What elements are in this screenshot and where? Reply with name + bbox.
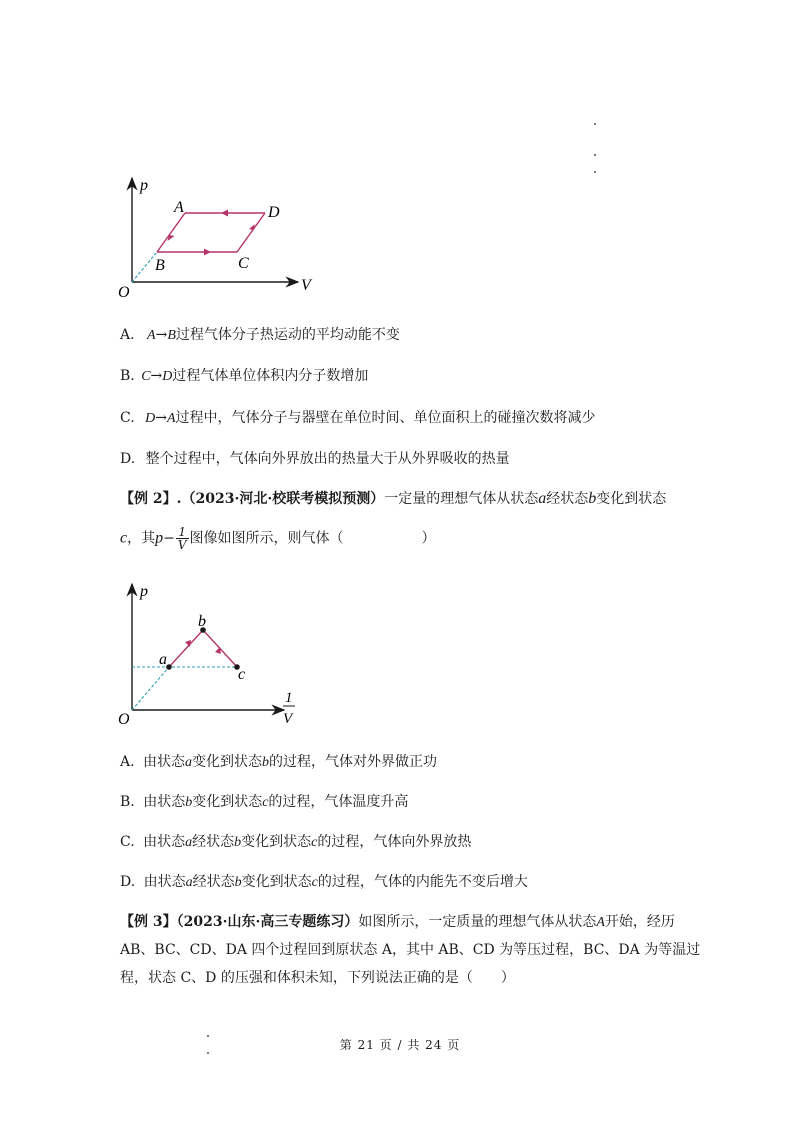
q2-option-d[interactable] (120, 872, 528, 893)
point-label-c: C (238, 255, 249, 272)
figure-1-pv-diagram (112, 170, 322, 300)
option-text: 变化到状态 (241, 834, 312, 850)
var-p: p (155, 529, 164, 547)
page-footer: 第 21 页 / 共 24 页 (339, 1038, 461, 1052)
x-axis-numerator: 1 (285, 690, 293, 706)
option-prefix: A. (120, 754, 135, 770)
arrow-da (221, 210, 228, 217)
p-axis-label: p (140, 177, 148, 194)
v-axis-label: V (301, 277, 311, 294)
q1-option-b[interactable] (120, 366, 368, 387)
p-axis-label: p (140, 583, 148, 600)
var: c (262, 795, 269, 810)
var: c (311, 875, 318, 890)
var: a (185, 835, 193, 850)
option-prefix: B. (120, 794, 135, 810)
point-a (166, 664, 172, 670)
option-prefix: C. (120, 834, 135, 850)
option-text: 变化到状态 (192, 794, 263, 810)
example-source: （2023·山东·高三专题练习） (176, 914, 359, 930)
var-b: b (588, 490, 597, 507)
example-tag: 【例 2】. (120, 491, 182, 507)
fraction-1-over-v (176, 526, 189, 551)
arrow-bc (215, 647, 221, 654)
option-text: 由状态 (143, 754, 186, 770)
var-c: c (120, 529, 128, 547)
edge-ab (157, 213, 185, 252)
stem-text: 程，状态 C、D 的压强和体积未知，下列说法正确的是（ ） (120, 970, 515, 986)
example-2-stem-line-2 (120, 526, 436, 551)
option-text: 整个过程中，气体向外界放出的热量大于从外界吸收的热量 (145, 451, 510, 467)
stem-text: ，其 (127, 530, 156, 547)
state-to: A (166, 411, 176, 426)
figure-2-p-inverse-v-diagram (112, 576, 312, 736)
var: b (234, 835, 242, 850)
var: a (185, 755, 193, 770)
arrow-bc (204, 249, 211, 256)
option-text: 经状态 (192, 874, 235, 890)
option-text: 变化到状态 (241, 874, 312, 890)
option-text: 过程气体单位体积内分子数增加 (172, 368, 369, 384)
stem-text: 变化到状态 (596, 491, 667, 507)
q2-option-c[interactable] (120, 832, 471, 853)
point-label-a: a (159, 651, 167, 668)
option-text: 变化到状态 (192, 754, 263, 770)
stem-text: 经状态 (546, 491, 589, 507)
point-label-a: A (174, 199, 184, 216)
option-text: 的过程，气体的内能先不变后增大 (317, 874, 528, 890)
stem-text: AB、BC、CD、DA 四个过程回到原状态 A，其中 AB、CD 为等压过程，BC、DA 为等温过 (120, 942, 701, 958)
point-label-b: B (155, 257, 165, 274)
var: b (185, 795, 193, 810)
example-3-stem-line-3 (120, 967, 515, 989)
state-to: D (162, 369, 173, 384)
arrow-symbol: → (150, 368, 163, 384)
option-text: 过程中，气体分子与器壁在单位时间、单位面积上的碰撞次数将减少 (175, 410, 596, 426)
point-label-d: D (268, 204, 280, 221)
arrow-symbol: → (155, 410, 167, 426)
option-text: 的过程，气体温度升高 (268, 794, 409, 810)
fraction-numerator: 1 (176, 526, 189, 539)
option-text: 的过程，气体向外界放热 (317, 834, 472, 850)
q1-option-a[interactable] (120, 325, 400, 346)
stem-text: 图像如图所示，则气体（ (189, 530, 344, 547)
point-label-b: b (198, 613, 206, 630)
dashed-guide-line (132, 252, 157, 282)
arrow-symbol: → (155, 327, 168, 343)
example-tag: 【例 3】 (120, 914, 177, 930)
origin-label: O (118, 284, 130, 300)
example-source: （2023·河北·校联考模拟预测） (181, 491, 385, 507)
q1-option-c[interactable] (120, 408, 596, 429)
edge-cd (237, 213, 265, 252)
stray-dot (594, 123, 596, 125)
option-prefix: C. (120, 410, 135, 426)
var: a (185, 875, 193, 890)
var: c (311, 835, 318, 850)
stem-text: 开始，经历 (604, 914, 675, 930)
origin-label: O (118, 711, 130, 728)
option-text: 的过程，气体对外界做正功 (269, 754, 438, 770)
stem-text: 如图所示，一定质量的理想气体从状态 (358, 914, 597, 930)
edge-ab (169, 630, 203, 667)
example-3-stem-line-2 (120, 939, 700, 961)
option-text: 由状态 (143, 834, 186, 850)
stem-text: ） (421, 530, 436, 547)
option-text: 过程气体分子热运动的平均动能不变 (175, 327, 400, 343)
example-2-stem-line-1 (120, 488, 666, 510)
example-3-stem-line-1 (120, 911, 675, 934)
var-a: a (538, 490, 547, 507)
state-from: C (141, 369, 151, 384)
point-label-c: c (238, 666, 246, 683)
fraction-denominator: V (177, 538, 187, 552)
state-from: D (145, 411, 156, 426)
q2-option-b[interactable] (120, 792, 408, 813)
dashed-origin-to-a (132, 667, 169, 710)
dash-symbol: − (163, 530, 175, 547)
option-prefix: B. (120, 368, 135, 384)
stem-text: 一定量的理想气体从状态 (384, 491, 539, 507)
option-prefix: D. (120, 451, 136, 467)
state-from: A (147, 328, 156, 343)
stray-dot (594, 154, 596, 156)
q2-option-a[interactable] (120, 752, 437, 773)
option-prefix: A. (120, 327, 135, 343)
option-text: 由状态 (143, 794, 186, 810)
x-axis-denominator: V (283, 711, 293, 727)
stray-dot (594, 171, 596, 173)
state-to: B (167, 328, 176, 343)
option-text: 由状态 (143, 874, 186, 890)
var-a: A (596, 915, 605, 930)
var: b (262, 755, 270, 770)
q1-option-d[interactable] (120, 449, 510, 469)
var: b (234, 875, 242, 890)
option-text: 经状态 (192, 834, 235, 850)
option-prefix: D. (120, 874, 136, 890)
